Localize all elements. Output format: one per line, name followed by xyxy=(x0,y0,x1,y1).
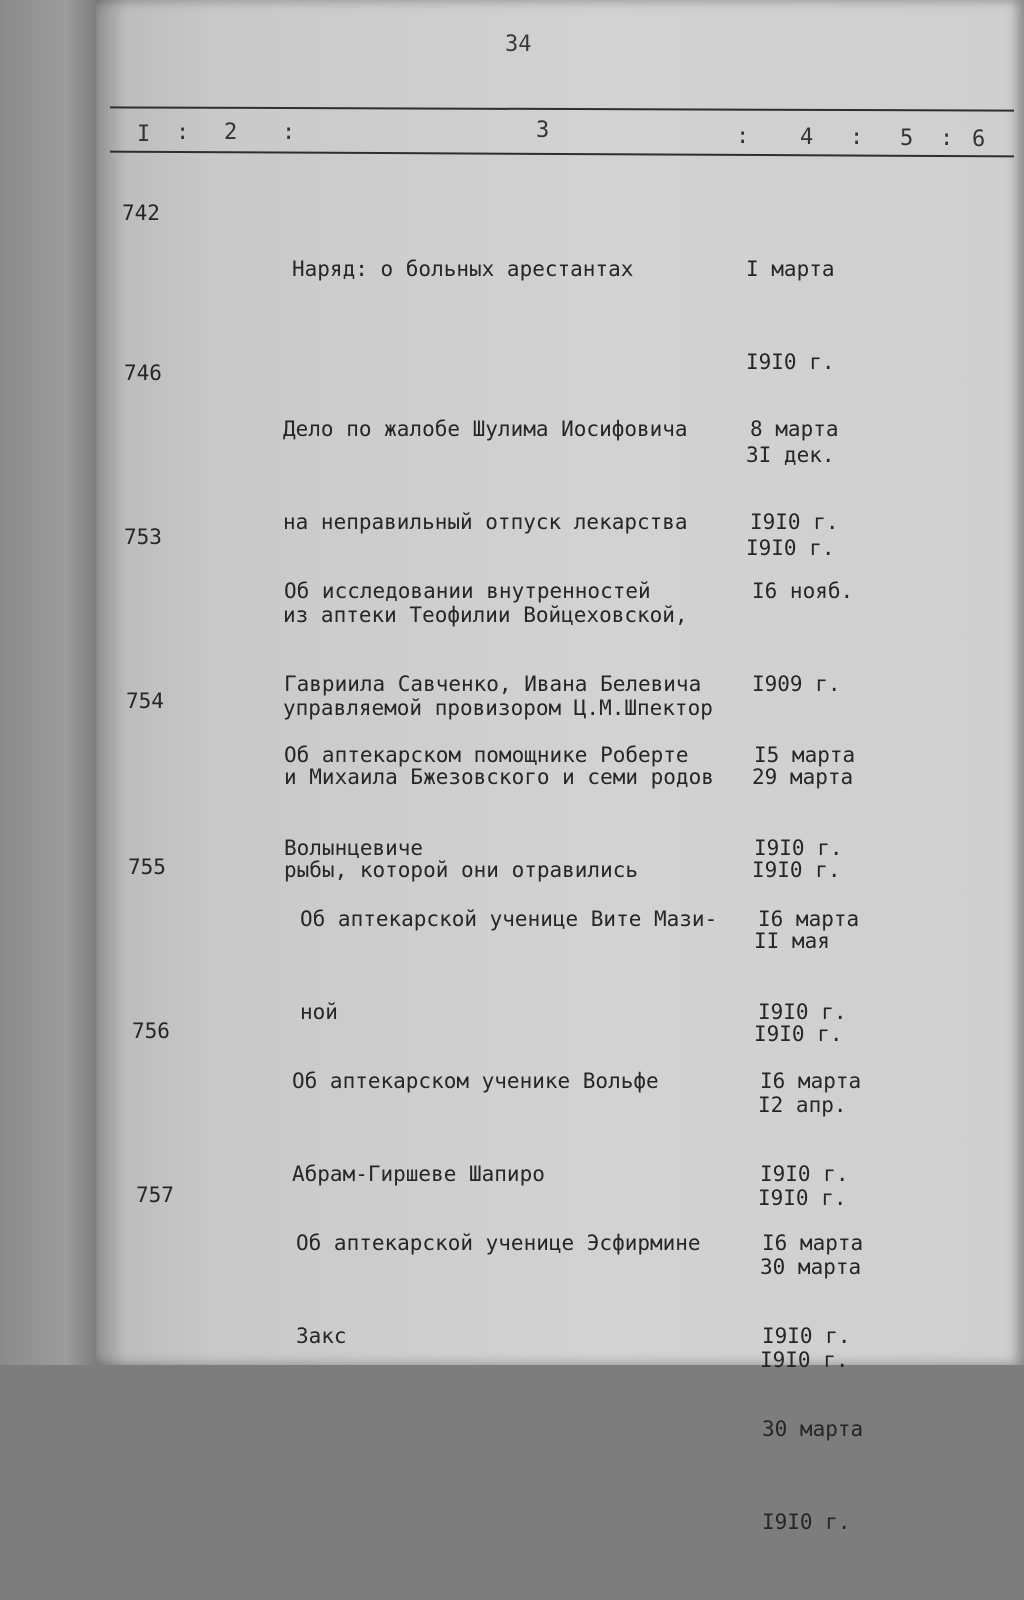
date-line: I5 марта xyxy=(754,743,856,767)
date-line: 3I дек. xyxy=(746,443,835,467)
date-line: I9I0 г. xyxy=(750,510,839,534)
date-line: I6 марта xyxy=(760,1069,862,1093)
description-line: и Михаила Бжезовского и семи родов xyxy=(284,765,714,789)
description-line: Об аптекарском ученике Вольфе xyxy=(292,1069,659,1093)
facing-page-edge xyxy=(0,0,110,1365)
date-line: 29 марта xyxy=(752,765,854,789)
description-line: Абрам-Гиршеве Шапиро xyxy=(292,1162,545,1186)
column-header-6: 6 xyxy=(972,127,986,152)
column-header-5: 5 xyxy=(900,126,914,151)
description-line: ной xyxy=(300,1000,338,1024)
date-line: I9I0 г. xyxy=(760,1348,849,1372)
page-number: 34 xyxy=(505,32,532,57)
column-separator: : xyxy=(282,120,296,145)
entry-number: 746 xyxy=(124,361,162,385)
date-line: I9I0 г. xyxy=(758,1000,847,1024)
entry-number: 753 xyxy=(124,525,162,549)
description-line: Дело по жалобе Шулима Иосифовича xyxy=(283,417,688,441)
description-line: Гавриила Савченко, Ивана Белевича xyxy=(284,672,702,696)
column-header-4: 4 xyxy=(800,125,814,150)
column-separator: : xyxy=(940,126,954,151)
description-line: Об аптекарском помощнике Роберте xyxy=(284,743,689,767)
date-line: 30 марта xyxy=(762,1417,864,1441)
date-line: I6 марта xyxy=(758,907,860,931)
date-line: I2 апр. xyxy=(758,1093,847,1117)
description-line: Наряд: о больных арестантах xyxy=(292,257,634,281)
description-line: управляемой провизором Ц.М.Шпектор xyxy=(283,696,713,720)
description-line: из аптеки Теофилии Войцеховской, xyxy=(283,603,688,627)
entry-number: 754 xyxy=(126,689,164,713)
date-line: I9I0 г. xyxy=(746,536,835,560)
description-line: рыбы, которой они отравились xyxy=(284,858,639,882)
date-line: 8 марта xyxy=(750,417,839,441)
date-line: I марта xyxy=(746,257,835,281)
entry-number: 757 xyxy=(136,1183,174,1207)
description-line: Волынцевиче xyxy=(284,836,424,860)
date-line: I6 марта xyxy=(762,1231,864,1255)
entry-number: 742 xyxy=(122,201,160,225)
date-line: I9I0 г. xyxy=(754,1022,843,1046)
date-line: I9I0 г. xyxy=(752,858,841,882)
description-line: на неправильный отпуск лекарства xyxy=(283,510,688,534)
column-separator: : xyxy=(736,124,750,149)
date-line: I6 нояб. xyxy=(752,579,854,603)
date-line: I9I0 г. xyxy=(762,1324,851,1348)
date-line: I9I0 г. xyxy=(746,350,835,374)
date-line: I9I0 г. xyxy=(760,1162,849,1186)
date-line: I9I0 г. xyxy=(758,1186,847,1210)
column-separator: : xyxy=(176,120,190,145)
column-separator: : xyxy=(850,125,864,150)
date-line: 30 марта xyxy=(760,1255,862,1279)
description-line: Закс xyxy=(296,1324,347,1348)
entry-dates xyxy=(762,1166,863,1600)
entry-description xyxy=(292,192,633,347)
date-line: I909 г. xyxy=(752,672,841,696)
entry-number: 756 xyxy=(132,1019,170,1043)
entry-description xyxy=(296,1166,701,1414)
description-line: Об аптекарской ученице Эсфирмине xyxy=(296,1231,701,1255)
description-line: Об исследовании внутренностей xyxy=(284,579,651,603)
column-header-3: 3 xyxy=(536,118,550,143)
date-line: I9I0 г. xyxy=(754,836,843,860)
date-line: I9I0 г. xyxy=(762,1510,851,1534)
entry-number: 755 xyxy=(128,855,166,879)
column-header-2: 2 xyxy=(224,120,238,145)
column-header-1: I xyxy=(137,122,151,147)
date-line: II мая xyxy=(754,929,830,953)
description-line: Об аптекарской ученице Вите Мази- xyxy=(300,907,718,931)
